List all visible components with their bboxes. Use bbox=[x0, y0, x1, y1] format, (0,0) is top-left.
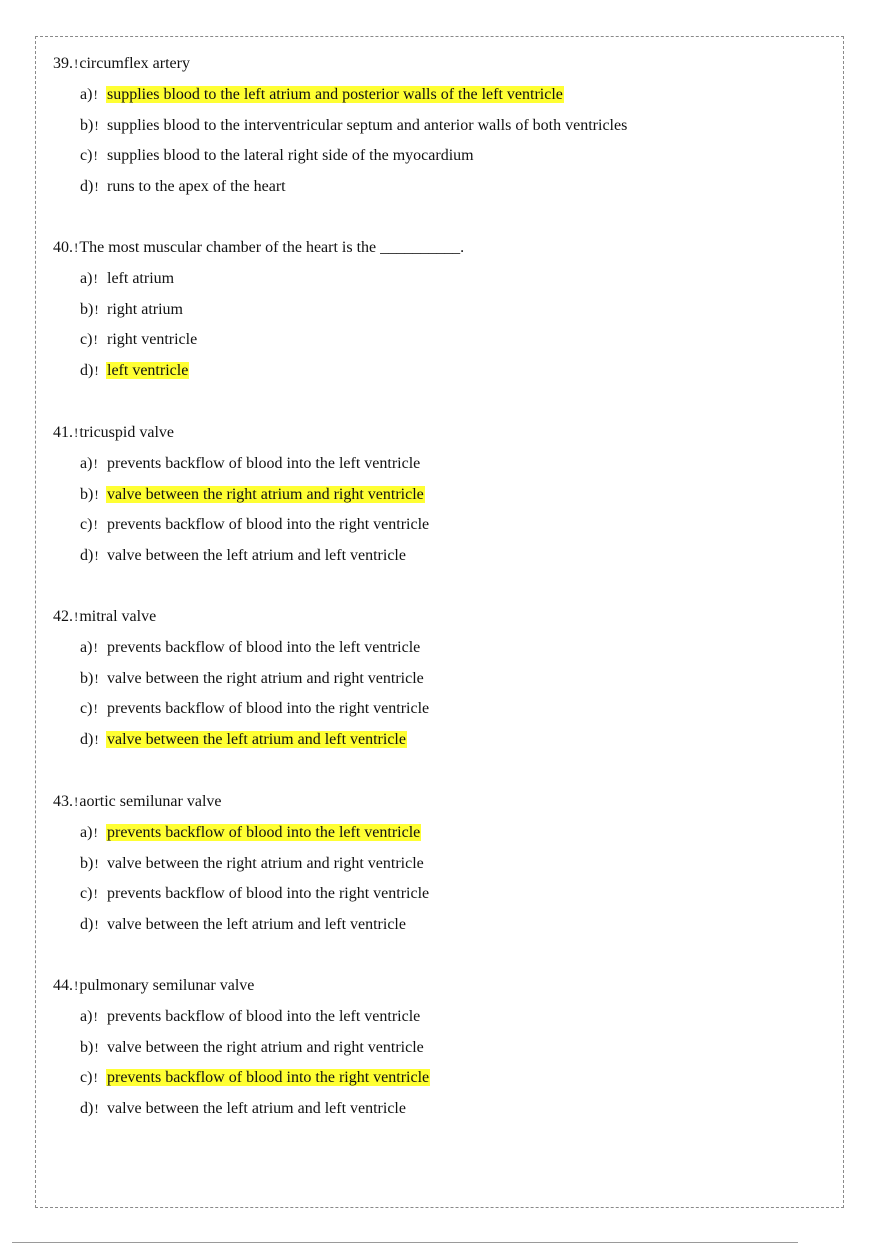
option-text: prevents backflow of blood into the left ventricle bbox=[107, 639, 421, 656]
question-text: mitral valve bbox=[79, 608, 157, 625]
question-block bbox=[53, 423, 833, 577]
list-marker: ! bbox=[93, 1070, 98, 1086]
question-stem bbox=[53, 54, 833, 85]
list-marker: ! bbox=[94, 486, 99, 502]
list-marker: ! bbox=[94, 855, 99, 871]
question-text: aortic semilunar valve bbox=[79, 793, 222, 810]
option-label bbox=[80, 669, 106, 689]
option-label bbox=[80, 177, 106, 197]
answer-option bbox=[80, 638, 833, 669]
answer-option bbox=[80, 669, 833, 700]
option-label bbox=[80, 116, 106, 136]
question-block bbox=[53, 792, 833, 946]
option-letter: d) bbox=[80, 916, 94, 934]
footer-rule bbox=[12, 1242, 798, 1243]
option-text: supplies blood to the lateral right side of the myocardium bbox=[107, 147, 474, 165]
answer-option bbox=[80, 300, 833, 331]
option-label bbox=[80, 85, 106, 105]
question-text: tricuspid valve bbox=[79, 424, 174, 441]
option-letter: d) bbox=[80, 731, 94, 749]
option-text: valve between the right atrium and right ventricle bbox=[107, 854, 424, 872]
option-letter: c) bbox=[80, 331, 93, 349]
question-text: circumflex artery bbox=[79, 55, 190, 72]
list-marker: ! bbox=[94, 732, 99, 748]
option-letter: b) bbox=[80, 116, 94, 134]
option-label bbox=[80, 300, 106, 320]
answer-option bbox=[80, 85, 833, 116]
option-label bbox=[80, 485, 106, 505]
list-marker: ! bbox=[94, 179, 99, 195]
answer-option bbox=[80, 361, 833, 392]
option-label bbox=[80, 915, 106, 935]
list-marker: ! bbox=[74, 794, 79, 809]
option-text: prevents backflow of blood into the right ventricle bbox=[107, 516, 430, 534]
answer-option bbox=[80, 1099, 833, 1130]
list-marker: ! bbox=[93, 271, 98, 286]
list-marker: ! bbox=[94, 917, 99, 933]
answer-option bbox=[80, 546, 833, 577]
highlighted-answer-text: valve between the right atrium and right ventricle bbox=[107, 485, 424, 503]
option-letter: b) bbox=[80, 854, 94, 872]
option-text: prevents backflow of blood into the right ventricle bbox=[107, 885, 430, 903]
question-number: 42. bbox=[53, 608, 73, 625]
question-stem bbox=[53, 238, 833, 269]
question-block bbox=[53, 238, 833, 392]
option-letter: a) bbox=[80, 86, 93, 103]
question-text: The most muscular chamber of the heart is the __________. bbox=[79, 239, 465, 256]
answer-option bbox=[80, 1038, 833, 1069]
answer-option bbox=[80, 854, 833, 885]
question-number: 39. bbox=[53, 55, 73, 72]
option-label bbox=[80, 1099, 106, 1119]
option-text: right atrium bbox=[107, 300, 183, 318]
highlighted-answer-text: supplies blood to the left atrium and posterior walls of the left ventricle bbox=[107, 86, 563, 103]
question-number: 40. bbox=[53, 239, 73, 256]
option-text: valve between the right atrium and right ventricle bbox=[107, 1038, 424, 1056]
answer-option bbox=[80, 485, 833, 516]
list-marker: ! bbox=[74, 609, 79, 624]
question-block bbox=[53, 607, 833, 761]
option-label bbox=[80, 515, 106, 535]
option-letter: b) bbox=[80, 485, 94, 503]
option-letter: a) bbox=[80, 1008, 93, 1025]
option-letter: a) bbox=[80, 455, 93, 472]
option-letter: d) bbox=[80, 178, 94, 196]
question-stem bbox=[53, 976, 833, 1007]
answer-option bbox=[80, 269, 833, 300]
list-marker: ! bbox=[94, 548, 99, 564]
option-label bbox=[80, 546, 106, 566]
option-text: valve between the left atrium and left ventricle bbox=[107, 916, 406, 934]
answer-option bbox=[80, 177, 833, 208]
list-marker: ! bbox=[93, 1009, 98, 1024]
option-text: supplies blood to the interventricular septum and anterior walls of both ventricles bbox=[107, 116, 628, 134]
list-marker: ! bbox=[94, 363, 99, 379]
question-block bbox=[53, 976, 833, 1130]
option-letter: d) bbox=[80, 547, 94, 565]
option-letter: d) bbox=[80, 362, 94, 380]
list-marker: ! bbox=[93, 825, 98, 840]
question-stem bbox=[53, 792, 833, 823]
list-marker: ! bbox=[93, 701, 98, 717]
answer-option bbox=[80, 699, 833, 730]
answer-option bbox=[80, 730, 833, 761]
option-label bbox=[80, 1007, 106, 1027]
option-letter: c) bbox=[80, 516, 93, 534]
list-marker: ! bbox=[93, 148, 98, 164]
option-label bbox=[80, 361, 106, 381]
option-letter: c) bbox=[80, 700, 93, 718]
option-label bbox=[80, 854, 106, 874]
list-marker: ! bbox=[93, 517, 98, 533]
list-marker: ! bbox=[74, 978, 79, 993]
option-text: prevents backflow of blood into the right ventricle bbox=[107, 700, 430, 718]
highlighted-answer-text: valve between the left atrium and left ventricle bbox=[107, 731, 406, 749]
option-text: valve between the left atrium and left ventricle bbox=[107, 1100, 406, 1118]
list-marker: ! bbox=[94, 117, 99, 133]
list-marker: ! bbox=[93, 87, 98, 102]
answer-option bbox=[80, 146, 833, 177]
question-stem bbox=[53, 423, 833, 454]
option-letter: c) bbox=[80, 885, 93, 903]
list-marker: ! bbox=[93, 640, 98, 655]
option-letter: d) bbox=[80, 1100, 94, 1118]
option-letter: a) bbox=[80, 639, 93, 656]
option-letter: c) bbox=[80, 147, 93, 165]
highlighted-answer-text: prevents backflow of blood into the right ventricle bbox=[107, 1069, 430, 1087]
option-label bbox=[80, 823, 106, 843]
question-number: 41. bbox=[53, 424, 73, 441]
answer-option bbox=[80, 330, 833, 361]
answer-option bbox=[80, 1007, 833, 1038]
option-letter: a) bbox=[80, 824, 93, 841]
question-number: 43. bbox=[53, 793, 73, 810]
question-text: pulmonary semilunar valve bbox=[79, 977, 255, 994]
option-text: right ventricle bbox=[107, 331, 198, 349]
list-marker: ! bbox=[94, 1039, 99, 1055]
option-label bbox=[80, 638, 106, 658]
answer-option bbox=[80, 116, 833, 147]
list-marker: ! bbox=[94, 301, 99, 317]
highlighted-answer-text: left ventricle bbox=[107, 362, 189, 380]
option-letter: b) bbox=[80, 1038, 94, 1056]
option-label bbox=[80, 1068, 106, 1088]
option-label bbox=[80, 269, 106, 289]
list-marker: ! bbox=[74, 425, 79, 440]
option-label bbox=[80, 146, 106, 166]
option-label bbox=[80, 1038, 106, 1058]
question-block bbox=[53, 54, 833, 208]
option-letter: b) bbox=[80, 669, 94, 687]
option-text: left atrium bbox=[107, 270, 175, 287]
answer-option bbox=[80, 823, 833, 854]
answer-option bbox=[80, 515, 833, 546]
option-label bbox=[80, 330, 106, 350]
list-marker: ! bbox=[94, 670, 99, 686]
list-marker: ! bbox=[94, 1101, 99, 1117]
option-letter: a) bbox=[80, 270, 93, 287]
option-label bbox=[80, 454, 106, 474]
answer-option bbox=[80, 1068, 833, 1099]
highlighted-answer-text: prevents backflow of blood into the left ventricle bbox=[107, 824, 421, 841]
option-label bbox=[80, 730, 106, 750]
option-text: prevents backflow of blood into the left ventricle bbox=[107, 1008, 421, 1025]
answer-option bbox=[80, 884, 833, 915]
list-marker: ! bbox=[93, 886, 98, 902]
list-marker: ! bbox=[93, 332, 98, 348]
list-marker: ! bbox=[74, 56, 79, 71]
option-text: valve between the left atrium and left ventricle bbox=[107, 547, 406, 565]
option-letter: c) bbox=[80, 1069, 93, 1087]
option-text: runs to the apex of the heart bbox=[107, 178, 286, 196]
question-number: 44. bbox=[53, 977, 73, 994]
option-text: valve between the right atrium and right ventricle bbox=[107, 669, 424, 687]
option-letter: b) bbox=[80, 300, 94, 318]
list-marker: ! bbox=[74, 240, 79, 255]
option-label bbox=[80, 699, 106, 719]
option-text: prevents backflow of blood into the left ventricle bbox=[107, 455, 421, 472]
answer-option bbox=[80, 915, 833, 946]
question-stem bbox=[53, 607, 833, 638]
answer-option bbox=[80, 454, 833, 485]
option-label bbox=[80, 884, 106, 904]
list-marker: ! bbox=[93, 456, 98, 471]
